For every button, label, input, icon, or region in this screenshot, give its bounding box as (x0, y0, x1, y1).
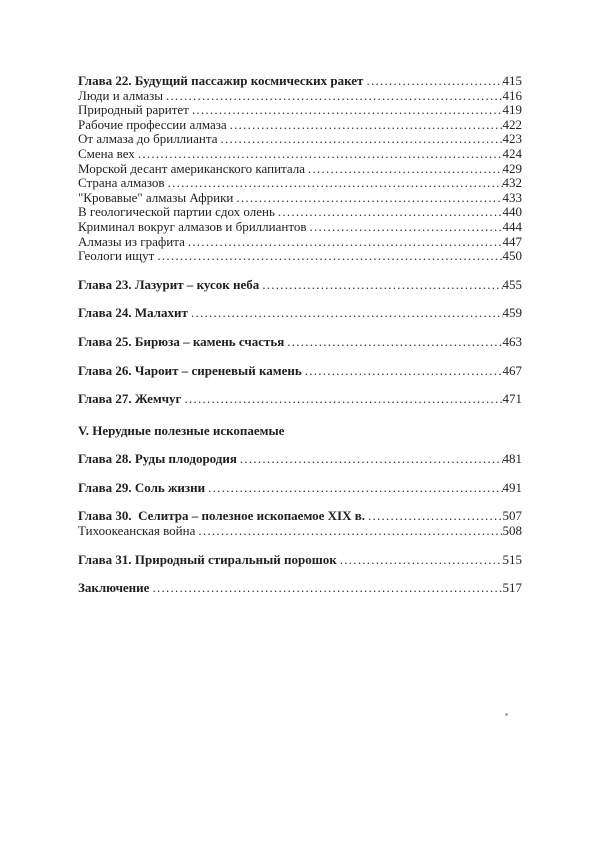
toc-entry (78, 481, 522, 496)
toc-entry (78, 176, 522, 191)
toc-entry-page-number: 455 (502, 276, 522, 292)
dot-leader (184, 392, 502, 407)
toc-entry-page-number: 471 (502, 391, 522, 407)
toc-entry (78, 205, 522, 220)
toc-entry-label: Глава 28. Руды плодородия (78, 451, 237, 467)
dot-leader (198, 524, 502, 539)
toc-entry-label: Люди и алмазы (78, 87, 164, 103)
toc-entry-page-number: 481 (502, 451, 522, 467)
toc-entry (78, 452, 522, 467)
dot-leader (192, 103, 503, 118)
toc-entry (78, 191, 522, 206)
toc-entry-label: Глава 24. Малахит (78, 305, 188, 321)
dot-leader (305, 364, 503, 379)
toc-entry (78, 392, 522, 407)
toc-page (78, 74, 522, 596)
toc-entry-label: Глава 25. Бирюза – камень счастья (78, 333, 285, 349)
toc-entry-label: От алмаза до бриллианта (78, 131, 218, 147)
dot-leader (230, 118, 503, 133)
dot-leader (340, 553, 503, 568)
dot-leader (152, 581, 502, 596)
toc-entry-label: Рабочие профессии алмаза (78, 116, 227, 132)
toc-entry-page-number: 515 (502, 551, 522, 567)
toc-entry-page-number: 508 (502, 523, 522, 539)
toc-entry (78, 364, 522, 379)
toc-entry-page-number: 423 (502, 131, 522, 147)
toc-entry-label: Криминал вокруг алмазов и бриллиантов (78, 218, 307, 234)
toc-list (78, 74, 522, 596)
toc-entry-label: Глава 22. Будущий пассажир космических ракет (78, 73, 364, 88)
toc-entry-label: Страна алмазов (78, 175, 165, 191)
toc-entry-label: Заключение (78, 580, 150, 596)
toc-entry-label: "Кровавые" алмазы Африки (78, 189, 234, 205)
toc-entry (78, 581, 522, 596)
toc-entry (78, 424, 522, 439)
dot-leader (166, 89, 502, 104)
toc-entry-page-number: 463 (502, 333, 522, 349)
toc-entry-page-number: 422 (502, 116, 522, 132)
toc-entry (78, 306, 522, 321)
toc-entry (78, 162, 522, 177)
toc-entry (78, 118, 522, 133)
toc-entry-label: Тихоокеанская война (78, 523, 196, 539)
dot-leader (278, 205, 503, 220)
toc-entry-label: Глава 23. Лазурит – кусок неба (78, 276, 260, 292)
toc-entry-label: Смена вех (78, 145, 135, 161)
toc-entry (78, 553, 522, 568)
toc-entry-page-number: 415 (502, 73, 522, 88)
dot-leader (309, 220, 502, 235)
toc-entry-label: Глава 31. Природный стиральный порошок (78, 551, 337, 567)
toc-entry-page-number: 429 (502, 160, 522, 176)
toc-entry (78, 524, 522, 539)
toc-entry-page-number: 491 (502, 479, 522, 495)
toc-entry-page-number: 424 (502, 145, 522, 161)
toc-entry-label: Глава 30. Селитра – полезное ископаемое XIX в. (78, 508, 366, 524)
toc-entry-page-number: 467 (502, 362, 522, 378)
toc-entry-label: Морской десант американского капитала (78, 160, 306, 176)
dot-leader (220, 132, 502, 147)
toc-entry (78, 278, 522, 293)
dot-leader (138, 147, 503, 162)
toc-entry-label: Глава 29. Соль жизни (78, 479, 206, 495)
dot-leader (188, 235, 503, 250)
scan-artifact-speck (505, 713, 508, 716)
toc-entry-page-number: 416 (502, 87, 522, 103)
toc-entry-label: В геологической партии сдох олень (78, 204, 275, 220)
dot-leader (168, 176, 503, 191)
toc-entry (78, 235, 522, 250)
dot-leader (236, 191, 502, 206)
dot-leader (208, 481, 502, 496)
toc-entry-label: Глава 27. Жемчуг (78, 391, 182, 407)
toc-entry (78, 335, 522, 350)
toc-entry (78, 220, 522, 235)
toc-entry-page-number: 517 (502, 580, 522, 596)
toc-entry (78, 103, 522, 118)
toc-entry (78, 147, 522, 162)
toc-entry-page-number: 450 (502, 248, 522, 264)
toc-entry-page-number: 433 (502, 189, 522, 205)
toc-entry (78, 74, 522, 89)
dot-leader (240, 452, 503, 467)
toc-entry-label: Глава 26. Чароит – сиреневый камень (78, 362, 302, 378)
toc-entry-label: Геологи ищут (78, 248, 155, 264)
toc-entry (78, 249, 522, 264)
toc-entry-page-number: 432 (502, 175, 522, 191)
dot-leader (366, 74, 502, 89)
toc-entry-label: V. Нерудные полезные ископаемые (78, 422, 285, 438)
toc-entry-page-number: 419 (502, 102, 522, 118)
toc-entry-page-number: 447 (502, 233, 522, 249)
toc-entry-page-number: 459 (502, 305, 522, 321)
dot-leader (157, 249, 502, 264)
toc-entry (78, 132, 522, 147)
toc-entry-page-number: 440 (502, 204, 522, 220)
dot-leader (308, 162, 502, 177)
dot-leader (262, 278, 502, 293)
toc-entry-page-number: 507 (502, 508, 522, 524)
toc-entry (78, 509, 522, 524)
toc-entry-label: Природный раритет (78, 102, 189, 118)
toc-entry-page-number: 444 (502, 218, 522, 234)
toc-entry-label: Алмазы из графита (78, 233, 185, 249)
dot-leader (368, 509, 502, 524)
toc-entry (78, 89, 522, 104)
dot-leader (287, 335, 502, 350)
dot-leader (191, 306, 503, 321)
